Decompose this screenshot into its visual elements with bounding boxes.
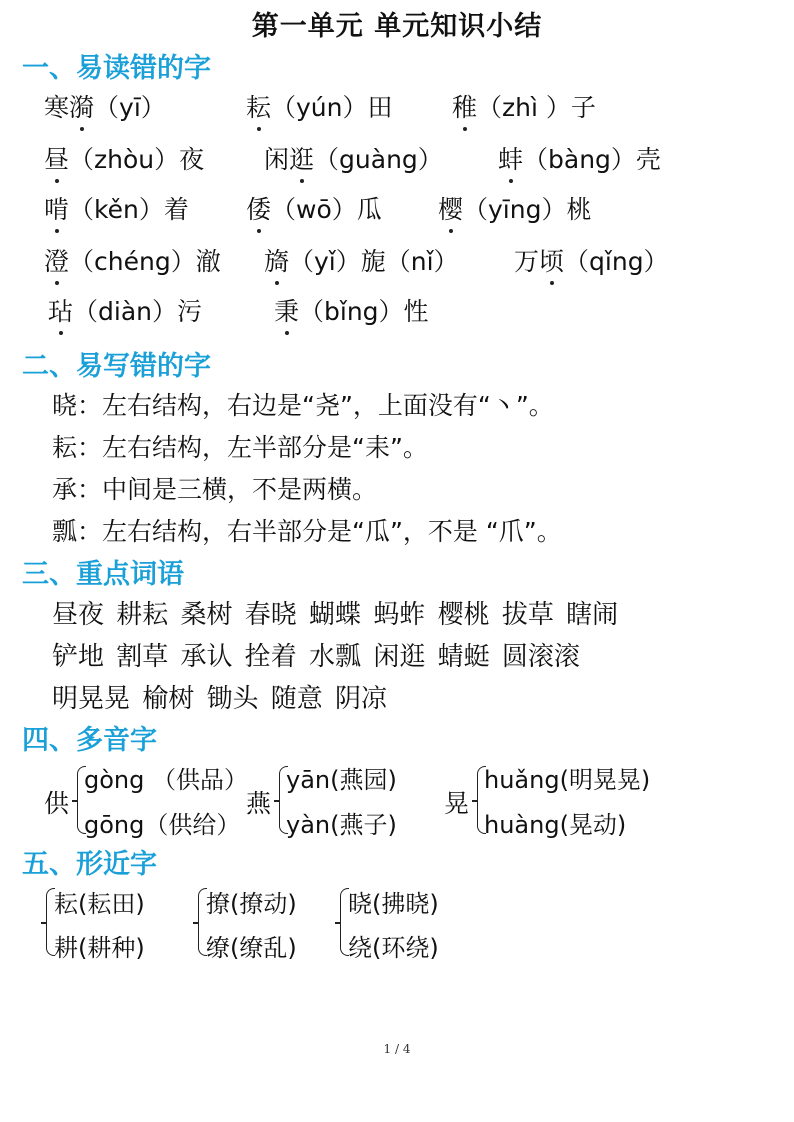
easy-read-word <box>264 242 459 278</box>
polyphonic-reading: huǎng(明晃晃) <box>484 766 651 794</box>
easy-read-word <box>438 190 592 226</box>
page-number: 1 / 4 <box>383 1042 411 1056</box>
pinyin: （yún） <box>271 93 368 122</box>
vocab-row: 昼夜 耕耘 桑树 春晓 蝴蝶 蚂蚱 樱桃 拔草 瞎闹 <box>52 600 619 630</box>
polyphonic-reading: yàn(燕子) <box>286 811 397 839</box>
pinyin: （yīng） <box>463 195 567 224</box>
hanzi-suffix: 田 <box>367 93 393 122</box>
hanzi-char: 啃 <box>44 190 69 226</box>
easy-read-word <box>498 140 661 176</box>
hanzi-char: 闲 <box>264 145 290 174</box>
section-heading-polyphonic: 四、多音字 <box>22 725 157 756</box>
polyphonic-char: 晃 <box>444 789 470 818</box>
pinyin: （zhì ） <box>477 93 571 122</box>
hanzi-char: 寒 <box>44 93 70 122</box>
polyphonic-reading: gōng（供给） <box>84 811 241 839</box>
easy-read-word <box>274 292 429 328</box>
easy-write-item: 晓：左右结构，右边是“尧”，上面没有“丶”。 <box>52 391 554 420</box>
pinyin: （guàng） <box>314 145 443 174</box>
polyphonic-reading: huàng(晃动) <box>484 811 627 839</box>
hanzi-suffix: 桃 <box>566 195 592 224</box>
hanzi-suffix: 壳 <box>635 145 661 174</box>
hanzi-char: 万 <box>514 247 540 276</box>
easy-read-word <box>44 190 189 226</box>
hanzi-char: 漪 <box>69 88 94 124</box>
easy-read-word <box>514 242 669 278</box>
hanzi-suffix: 污 <box>177 297 203 326</box>
hanzi-suffix: 性 <box>403 297 429 326</box>
hanzi-suffix: 旎（nǐ） <box>360 247 459 276</box>
page-title: 第一单元 单元知识小结 <box>251 11 543 42</box>
similar-char-item: 耘(耘田) <box>54 890 145 918</box>
pinyin: （kěn） <box>69 195 164 224</box>
pinyin: （chéng） <box>69 247 196 276</box>
hanzi-char: 蚌 <box>498 140 523 176</box>
vocab-row: 明晃晃 榆树 锄头 随意 阴凉 <box>52 684 388 714</box>
easy-write-item: 瓢：左右结构，右半部分是“瓜”，不是 “爪”。 <box>52 517 562 546</box>
similar-char-item: 晓(拂晓) <box>348 890 439 918</box>
section-heading-easy-read: 一、易读错的字 <box>22 53 211 84</box>
pinyin: （qǐng） <box>564 247 669 276</box>
easy-read-word <box>44 242 221 278</box>
polyphonic-reading: yān(燕园) <box>286 766 397 794</box>
section-heading-vocab: 三、重点词语 <box>22 559 184 590</box>
easy-write-item: 耘：左右结构，左半部分是“耒”。 <box>52 433 428 462</box>
easy-read-word <box>44 88 166 124</box>
section-heading-easy-write: 二、易写错的字 <box>22 351 211 382</box>
hanzi-char: 樱 <box>438 190 463 226</box>
hanzi-char: 旖 <box>264 242 289 278</box>
similar-char-item: 缭(缭乱) <box>206 934 297 962</box>
similar-char-item: 撩(撩动) <box>206 890 297 918</box>
hanzi-char: 耘 <box>246 88 271 124</box>
easy-read-word <box>264 140 443 176</box>
pinyin: （diàn） <box>73 297 177 326</box>
hanzi-suffix: 澈 <box>195 247 221 276</box>
pinyin: （yī） <box>94 93 166 122</box>
pinyin: （yǐ） <box>289 247 361 276</box>
polyphonic-char: 燕 <box>246 789 272 818</box>
pinyin: （bǐng） <box>299 297 404 326</box>
hanzi-suffix: 着 <box>163 195 189 224</box>
easy-write-item: 承：中间是三横，不是两横。 <box>52 475 378 504</box>
hanzi-char: 顷 <box>539 242 564 278</box>
hanzi-suffix: 夜 <box>179 145 205 174</box>
polyphonic-reading: gòng （供品） <box>84 766 248 794</box>
hanzi-char: 倭 <box>246 190 271 226</box>
polyphonic-char: 供 <box>44 789 70 818</box>
easy-read-word <box>44 140 204 176</box>
easy-read-word <box>246 190 382 226</box>
hanzi-char: 玷 <box>48 292 73 328</box>
similar-char-item: 耕(耕种) <box>54 934 145 962</box>
pinyin: （bàng） <box>523 145 636 174</box>
easy-read-word <box>246 88 393 124</box>
vocab-row: 铲地 割草 承认 拴着 水瓢 闲逛 蜻蜓 圆滚滚 <box>52 642 580 672</box>
easy-read-word <box>48 292 202 328</box>
easy-read-word <box>452 88 596 124</box>
hanzi-char: 稚 <box>452 88 477 124</box>
hanzi-char: 逛 <box>289 140 314 176</box>
hanzi-char: 澄 <box>44 242 69 278</box>
pinyin: （zhòu） <box>69 145 180 174</box>
pinyin: （wō） <box>271 195 357 224</box>
hanzi-char: 秉 <box>274 292 299 328</box>
hanzi-suffix: 子 <box>570 93 596 122</box>
hanzi-char: 昼 <box>44 140 69 176</box>
hanzi-suffix: 瓜 <box>356 195 382 224</box>
section-heading-similar: 五、形近字 <box>22 849 157 880</box>
similar-char-item: 绕(环绕) <box>348 934 439 962</box>
